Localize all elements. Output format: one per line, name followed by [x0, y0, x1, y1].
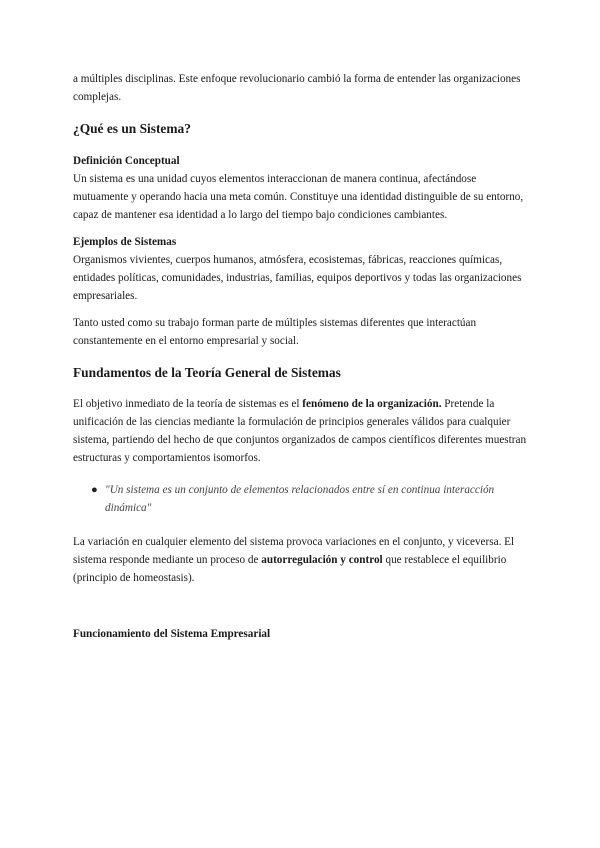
fundamentos-p2-bold: autorregulación y control	[261, 554, 383, 566]
fundamentos-p1-bold: fenómeno de la organización.	[302, 398, 442, 410]
systems-note-paragraph: Tanto usted como su trabajo forman parte de múltiples sistemas diferentes que interactúan constantemente en el entorno empresarial y social.	[73, 317, 477, 347]
examples-block	[73, 233, 533, 305]
definition-heading: Definición Conceptual	[73, 155, 180, 167]
quote-bullet-item	[91, 481, 533, 517]
examples-heading: Ejemplos de Sistemas	[73, 236, 177, 248]
intro-paragraph: a múltiples disciplinas. Este enfoque revolucionario cambió la forma de entender las organizaciones complejas.	[73, 73, 521, 103]
fundamentos-p2-end: que restablece el equilibrio (principio de homeostasis).	[73, 554, 507, 584]
fundamentos-paragraph-2	[73, 533, 533, 587]
quote-text: "Un sistema es un conjunto de elementos relacionados entre sí en continua interacción dinámica"	[105, 484, 495, 514]
section-title-funcionamiento: Funcionamiento del Sistema Empresarial	[73, 628, 271, 640]
bullet-icon: ●	[91, 484, 98, 496]
fundamentos-paragraph-1	[73, 395, 533, 467]
fundamentos-p1-end: Pretende la unificación de las ciencias mediante la formulación de principios generales válidos para cualquier sistema, partiendo del hecho de que conjuntos organizados de campos científicos diferentes muestran estructuras y comportamientos isomorfos.	[73, 398, 527, 464]
document-body	[73, 70, 533, 643]
section-title-what-is-system: ¿Qué es un Sistema?	[73, 121, 191, 136]
definition-block	[73, 152, 533, 224]
examples-text: Organismos vivientes, cuerpos humanos, atmósfera, ecosistemas, fábricas, reacciones químicas, entidades políticas, comunidades, industrias, familias, equipos deportivos y todas las organizaciones empresariales.	[73, 254, 522, 302]
definition-text: Un sistema es una unidad cuyos elementos interaccionan de manera continua, afectándose mutuamente y operando hacia una meta común. Constituye una identidad distinguible de su entorno, capaz de mantener esa identidad a lo largo del tiempo bajo condiciones cambiantes.	[73, 173, 524, 221]
fundamentos-p1-start: El objetivo inmediato de la teoría de sistemas es el	[73, 398, 303, 410]
fundamentos-p2-start: La variación en cualquier elemento del sistema provoca variaciones en el conjunto, y viceversa. El sistema responde mediante un proceso de	[73, 536, 515, 566]
section-title-fundamentos: Fundamentos de la Teoría General de Sistemas	[73, 365, 341, 380]
